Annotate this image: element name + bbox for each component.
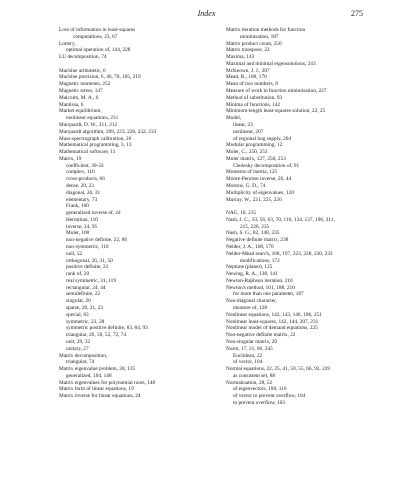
index-entry: rank of, 20 — [66, 271, 90, 278]
index-column-left — [59, 27, 231, 400]
index-entry: Mostow, G. D., 74 — [226, 182, 266, 189]
index-entry: Matrix iteration methods for function — [226, 27, 306, 33]
index-entry: Maxima, 143 — [226, 54, 255, 61]
index-entry: for more than one parameter, 187 — [233, 291, 304, 298]
index-entry: Non-singular matrix, 20 — [226, 338, 278, 345]
index-entry: symmetric positive definite, 83, 84, 93 — [66, 325, 148, 332]
index-entry: as consistent set, 88 — [233, 372, 276, 379]
index-entry: Moments of inertia, 125 — [226, 169, 278, 176]
index-entry: unit, 29, 32 — [66, 338, 91, 345]
index-entry: triangular, 26, 50, 52, 72, 74 — [66, 332, 127, 339]
index-entry: cross-products, 66 — [66, 176, 105, 183]
index-entry: Loss of information in least-squares — [59, 27, 136, 33]
index-entry: Matrix decomposition, — [59, 352, 108, 359]
index-entry: Mean of two numbers, 8 — [226, 81, 278, 88]
index-entry: Minimum-length least-squares solution, 22, 25 — [226, 108, 326, 115]
index-entry: of vector to prevent overflow, 104 — [233, 393, 306, 400]
index-entry: inverse, 24, 95 — [66, 223, 98, 230]
index-entry: Measure of work in function minimisation, 227 — [226, 88, 327, 95]
index-entry: Matrix, 19 — [59, 155, 82, 162]
index-entry: elementary, 73 — [66, 196, 98, 203]
index-entry: Mantissa, 6 — [59, 101, 84, 108]
index-entry: Nash, S. G., 82, 148, 235 — [226, 230, 280, 237]
index-entry: Euclidean, 22 — [233, 352, 263, 359]
index-entry: Mead, R., 168, 170 — [226, 74, 267, 81]
index-entry: Matrix transpose, 22 — [226, 47, 270, 54]
index-entry: Malcolm, M. A., 6 — [59, 94, 99, 101]
index-entry: real symmetric, 31, 119 — [66, 277, 116, 284]
running-head-title: Index — [197, 9, 216, 18]
index-entry: Magnetic stress, 147 — [59, 88, 103, 95]
index-entry: Nelder-Mead search, 168, 197, 223, 228, 230, 233 — [226, 250, 333, 257]
index-entry: Modular programming, 12 — [226, 142, 283, 149]
index-entry: generalized inverse of, 24 — [66, 210, 121, 217]
index-entry: of regional hog supply, 204 — [233, 135, 292, 142]
index-entry: Marquardt algorithm, 209, 223, 228, 232, 233 — [59, 128, 157, 135]
index-entry: Normal equations, 22, 25, 41, 50, 55, 66, 92, 239 — [226, 366, 331, 373]
index-entry: Matrix form of linear equations, 19 — [59, 386, 134, 393]
index-entry: Newing, R. A., 138, 141 — [226, 271, 278, 278]
index-entry: Market equilibrium, — [59, 108, 102, 115]
index-entry: optimal operation of, 144, 228 — [66, 47, 131, 54]
index-entry: Magnetic moments, 252 — [59, 81, 111, 88]
index-entry: singular, 20 — [66, 298, 91, 305]
index-entry: coefficient, 30-33 — [66, 162, 104, 169]
index-entry: Nonlinear model of demand equations, 225 — [226, 325, 318, 332]
index-entry: NAG, 10, 215 — [226, 210, 257, 217]
index-entry: orthogonal, 26, 31, 50 — [66, 257, 113, 264]
index-entry: Normalisation, 28, 52 — [226, 379, 273, 386]
index-entry: unitary, 27 — [66, 345, 89, 352]
index-entry: measure of, 128 — [233, 305, 267, 312]
index-entry: Moler, 100 — [66, 230, 90, 237]
index-entry: triangular, 74 — [66, 359, 95, 366]
index-entry: McKeown, J. J., 207 — [226, 67, 270, 74]
index-entry: nonlinear equations, 231 — [66, 115, 119, 122]
index-entry: Matrix eigenvalue problem, 28, 135 — [59, 366, 136, 373]
index-entry: diagonal, 26, 31 — [66, 189, 101, 196]
index-entry: Moler matrix, 127, 250, 253 — [226, 155, 286, 162]
index-entry: Negative definite matrix, 238 — [226, 237, 289, 244]
index-entry: dense, 20, 23 — [66, 182, 94, 189]
index-entry — [59, 61, 231, 68]
index-entry: Mathematical software, 11 — [59, 149, 116, 156]
index-entry: positive definite, 22 — [66, 264, 109, 271]
index-entry: Maximal and minimal eigensolutions, 243 — [226, 60, 316, 67]
index-entry: Lottery, — [59, 40, 76, 47]
index-entry: Non-diagonal character, — [226, 298, 277, 305]
index-entry: semidefinite, 22 — [66, 291, 101, 298]
page-number: 275 — [351, 9, 363, 18]
index-entry: Mathematical programming, 3, 13 — [59, 142, 132, 149]
page-header — [0, 9, 413, 21]
index-entry: Marquardt, D. W., 211, 212 — [59, 121, 118, 128]
index-entry: null, 52 — [66, 250, 83, 257]
index-entry: LU decomposition, 74 — [59, 54, 107, 61]
index-entry: computations, 23, 67 — [73, 33, 118, 40]
index-entry: Newton's method, 101, 188, 210 — [226, 284, 295, 291]
index-entry: Matrix eigenvalues for polynomial roots, 148 — [59, 379, 156, 386]
index-entry: special, 83 — [66, 311, 89, 318]
index-entry: minimisation, 187 — [240, 33, 279, 40]
index-entry: non-symmetric, 110 — [66, 244, 109, 250]
index-entry: Newton-Raphson iteration, 210 — [226, 277, 293, 284]
index-entry: Nonlinear equations, 142, 143, 146, 186, 251 — [226, 311, 322, 318]
index-entry: Nelder, J. A., 168, 170 — [226, 244, 274, 250]
index-entry: Machine precision, 6, 46, 70, 105, 219 — [59, 74, 141, 81]
index-entry: Multiplicity of eigenvalues, 120 — [226, 189, 294, 196]
index-entry: Norm, 17, 21, 66, 245 — [226, 345, 273, 352]
index-entry: Murray, W., 221, 225, 226 — [226, 196, 282, 203]
index-entry: generalized, 104, 148 — [66, 372, 112, 379]
index-entry: Moler, C., 250, 253 — [226, 149, 268, 156]
index-entry: modifications, 172 — [240, 257, 280, 264]
index-entry: rectangular, 24, 44 — [66, 284, 106, 291]
index-entry: Matrix inverse for linear equations, 24 — [59, 393, 141, 400]
index-entry: complex, 110 — [66, 169, 95, 176]
index-entry: of vector, 104 — [233, 359, 263, 366]
index-entry: Method of substitution, 93 — [226, 94, 283, 101]
index-entry: Hermitian, 110 — [66, 216, 98, 223]
index-entry: linear, 23 — [233, 121, 253, 128]
index-entry: Moore-Penrose inverse, 26, 44 — [226, 176, 292, 183]
index-entry: Cholesky decomposition of, 91 — [233, 162, 300, 169]
index-entry: to prevent overflow, 103 — [233, 399, 286, 406]
index-entry: sparse, 20, 21, 23 — [66, 305, 104, 312]
index-entry: Non-negative definite matrix, 22 — [226, 332, 296, 339]
index-entry: Matrix product count, 250 — [226, 40, 282, 47]
index-entry: symmetric, 23, 28 — [66, 318, 105, 325]
index-column-right — [226, 27, 398, 407]
index-entry: non-negative definite, 22, 86 — [66, 237, 128, 244]
index-entry: Minima of functions, 142 — [226, 101, 281, 108]
index-entry: Mass-spectrograph calibration, 20 — [59, 135, 132, 142]
index-entry: Nash, J. C., 33, 56, 63, 70, 110, 134, 137, 196, 211, — [226, 216, 335, 223]
index-entry: of eigenvectors, 108, 110 — [233, 386, 287, 393]
index-entry: Model, — [226, 115, 242, 122]
index-entry: 215, 226, 235 — [240, 223, 270, 230]
index-entry: Neptune (planet), 125 — [226, 264, 273, 271]
index-entry: Machine arithmetic, 6 — [59, 67, 106, 74]
index-entry: Frank, 100 — [66, 203, 89, 210]
index-entry — [226, 203, 398, 210]
index-entry: nonlinear, 207 — [233, 128, 264, 135]
index-entry: Nonlinear least-squares, 142, 144, 207, 231 — [226, 318, 319, 325]
